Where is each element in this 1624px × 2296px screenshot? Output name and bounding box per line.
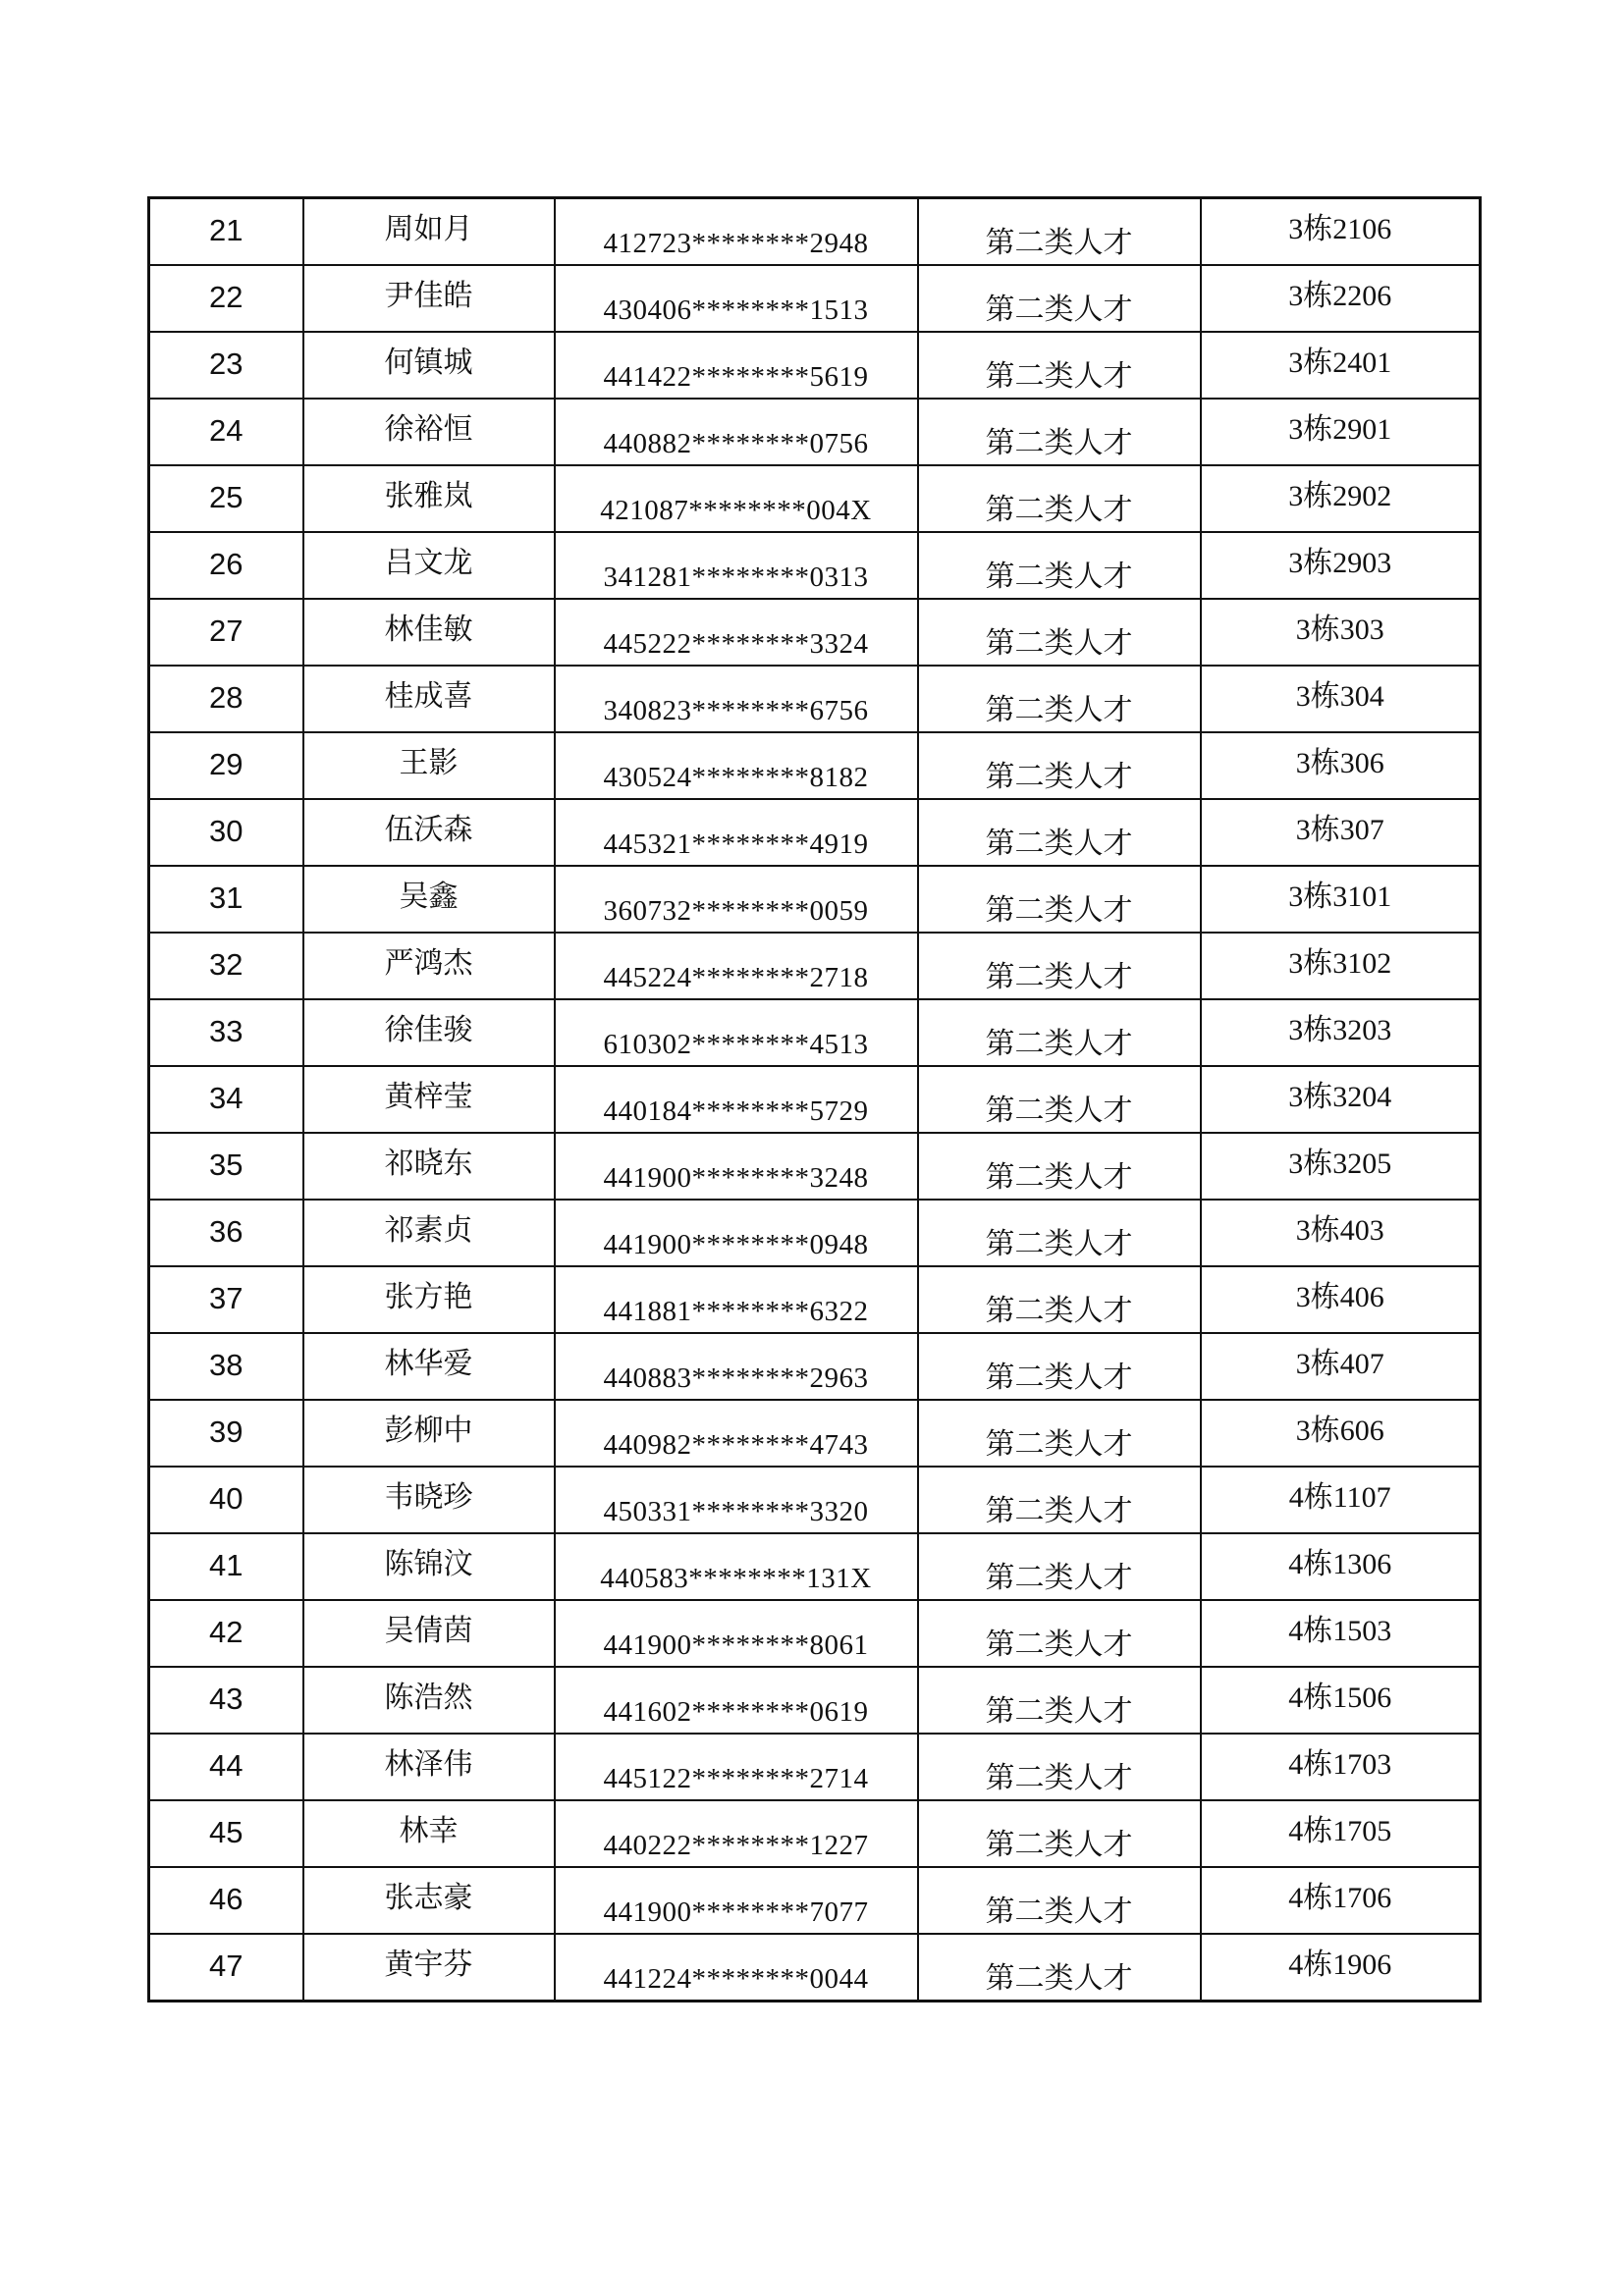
- room-cell-text: 3栋3102: [1288, 947, 1392, 980]
- row-number-cell: [149, 1467, 303, 1533]
- room-cell-text: 3栋3203: [1288, 1014, 1392, 1046]
- id-number-cell-text: 441900********8061: [603, 1629, 869, 1661]
- room-cell: [1201, 465, 1481, 532]
- table-row: [149, 933, 1481, 999]
- table-row: [149, 399, 1481, 465]
- room-cell-text: 4栋1503: [1288, 1615, 1392, 1647]
- room-cell-text: 4栋1703: [1288, 1748, 1392, 1781]
- id-number-cell: [555, 999, 918, 1066]
- id-number-cell-text: 360732********0059: [603, 894, 869, 927]
- room-cell-text: 3栋2401: [1288, 347, 1392, 379]
- room-cell: [1201, 198, 1481, 266]
- id-number-cell-text: 412723********2948: [603, 227, 869, 259]
- room-cell: [1201, 1400, 1481, 1467]
- table-row: [149, 1333, 1481, 1400]
- name-cell-text: 陈浩然: [384, 1681, 473, 1715]
- category-cell-text: 第二类人才: [985, 1895, 1133, 1929]
- table-row: [149, 1266, 1481, 1333]
- category-cell-text: 第二类人才: [985, 1694, 1133, 1729]
- name-cell: [303, 933, 555, 999]
- id-number-cell-text: 445321********4919: [603, 828, 869, 860]
- table-row: [149, 1467, 1481, 1533]
- row-number-cell: [149, 1333, 303, 1400]
- name-cell-text: 祁素贞: [384, 1213, 473, 1248]
- table-row: [149, 1133, 1481, 1200]
- id-number-cell: [555, 1400, 918, 1467]
- id-number-cell: [555, 1467, 918, 1533]
- name-cell: [303, 1734, 555, 1800]
- row-number-cell-text: 21: [209, 212, 244, 247]
- room-cell: [1201, 1734, 1481, 1800]
- row-number-cell: [149, 1600, 303, 1667]
- room-cell: [1201, 265, 1481, 332]
- row-number-cell-text: 42: [209, 1614, 244, 1649]
- id-number-cell-text: 440882********0756: [603, 427, 869, 459]
- name-cell-text: 黄宇芬: [384, 1948, 473, 1982]
- row-number-cell-text: 32: [209, 946, 244, 982]
- name-cell: [303, 399, 555, 465]
- category-cell: [918, 1734, 1201, 1800]
- id-number-cell: [555, 866, 918, 933]
- name-cell-text: 韦晓珍: [384, 1480, 473, 1515]
- table-row: [149, 1200, 1481, 1266]
- table-row: [149, 666, 1481, 732]
- room-cell: [1201, 1867, 1481, 1934]
- id-number-cell: [555, 666, 918, 732]
- room-cell-text: 3栋3204: [1288, 1081, 1392, 1113]
- name-cell-text: 张方艳: [384, 1280, 473, 1314]
- table-row: [149, 1800, 1481, 1867]
- id-number-cell: [555, 799, 918, 866]
- category-cell: [918, 1066, 1201, 1133]
- room-cell: [1201, 1934, 1481, 2002]
- name-cell-text: 祁晓东: [384, 1147, 473, 1181]
- name-cell: [303, 198, 555, 266]
- name-cell: [303, 1867, 555, 1934]
- row-number-cell: [149, 1133, 303, 1200]
- table-row: [149, 1867, 1481, 1934]
- category-cell: [918, 1266, 1201, 1333]
- category-cell-text: 第二类人才: [985, 1761, 1133, 1795]
- id-number-cell-text: 341281********0313: [603, 561, 869, 593]
- room-cell-text: 3栋307: [1295, 814, 1384, 846]
- row-number-cell: [149, 1867, 303, 1934]
- row-number-cell-text: 33: [209, 1013, 244, 1048]
- name-cell-text: 吴倩茵: [384, 1614, 473, 1648]
- table-row: [149, 799, 1481, 866]
- id-number-cell: [555, 1667, 918, 1734]
- category-cell: [918, 866, 1201, 933]
- row-number-cell-text: 37: [209, 1280, 244, 1315]
- id-number-cell: [555, 399, 918, 465]
- table-row: [149, 732, 1481, 799]
- id-number-cell: [555, 1333, 918, 1400]
- category-cell: [918, 1333, 1201, 1400]
- id-number-cell: [555, 1734, 918, 1800]
- id-number-cell-text: 440883********2963: [603, 1362, 869, 1394]
- room-cell-text: 3栋606: [1295, 1415, 1384, 1447]
- table-row: [149, 198, 1481, 266]
- table-row: [149, 1600, 1481, 1667]
- room-cell: [1201, 1200, 1481, 1266]
- name-cell: [303, 1400, 555, 1467]
- row-number-cell-text: 25: [209, 479, 244, 514]
- category-cell: [918, 265, 1201, 332]
- table-row: [149, 1934, 1481, 2002]
- name-cell: [303, 999, 555, 1066]
- category-cell-text: 第二类人才: [985, 1427, 1133, 1462]
- id-number-cell-text: 610302********4513: [603, 1028, 869, 1060]
- category-cell-text: 第二类人才: [985, 1294, 1133, 1328]
- row-number-cell: [149, 999, 303, 1066]
- table-row: [149, 1667, 1481, 1734]
- room-cell-text: 3栋3101: [1288, 881, 1392, 913]
- roster-table-body: [149, 198, 1481, 2002]
- name-cell-text: 何镇城: [384, 346, 473, 380]
- name-cell-text: 徐裕恒: [384, 412, 473, 447]
- id-number-cell-text: 340823********6756: [603, 694, 869, 726]
- row-number-cell-text: 22: [209, 279, 244, 314]
- room-cell-text: 4栋1706: [1288, 1882, 1392, 1914]
- room-cell-text: 3栋303: [1295, 614, 1384, 646]
- table-row: [149, 1066, 1481, 1133]
- room-cell-text: 3栋2901: [1288, 413, 1392, 446]
- category-cell-text: 第二类人才: [985, 226, 1133, 260]
- room-cell-text: 3栋403: [1295, 1214, 1384, 1247]
- id-number-cell-text: 440184********5729: [603, 1095, 869, 1127]
- id-number-cell: [555, 1266, 918, 1333]
- row-number-cell: [149, 332, 303, 399]
- name-cell-text: 林佳敏: [384, 613, 473, 647]
- category-cell-text: 第二类人才: [985, 1160, 1133, 1195]
- id-number-cell-text: 445222********3324: [603, 627, 869, 660]
- room-cell: [1201, 933, 1481, 999]
- name-cell-text: 桂成喜: [384, 679, 473, 714]
- id-number-cell: [555, 599, 918, 666]
- row-number-cell-text: 47: [209, 1948, 244, 1983]
- row-number-cell-text: 26: [209, 546, 244, 581]
- category-cell-text: 第二类人才: [985, 359, 1133, 394]
- row-number-cell-text: 44: [209, 1747, 244, 1783]
- id-number-cell: [555, 1533, 918, 1600]
- name-cell: [303, 732, 555, 799]
- id-number-cell: [555, 1800, 918, 1867]
- category-cell-text: 第二类人才: [985, 1227, 1133, 1261]
- id-number-cell: [555, 1200, 918, 1266]
- name-cell: [303, 1266, 555, 1333]
- roster-table: [147, 196, 1482, 2002]
- category-cell: [918, 1400, 1201, 1467]
- table-row: [149, 1734, 1481, 1800]
- row-number-cell-text: 31: [209, 880, 244, 915]
- room-cell-text: 3栋2902: [1288, 480, 1392, 512]
- row-number-cell-text: 29: [209, 746, 244, 781]
- table-row: [149, 465, 1481, 532]
- row-number-cell: [149, 933, 303, 999]
- id-number-cell-text: 441900********0948: [603, 1228, 869, 1260]
- row-number-cell-text: 40: [209, 1480, 244, 1516]
- room-cell: [1201, 1333, 1481, 1400]
- row-number-cell: [149, 532, 303, 599]
- room-cell: [1201, 1266, 1481, 1333]
- id-number-cell: [555, 532, 918, 599]
- category-cell-text: 第二类人才: [985, 560, 1133, 594]
- row-number-cell-text: 46: [209, 1881, 244, 1916]
- id-number-cell: [555, 1934, 918, 2002]
- name-cell: [303, 265, 555, 332]
- room-cell-text: 4栋1705: [1288, 1815, 1392, 1847]
- id-number-cell-text: 445122********2714: [603, 1762, 869, 1794]
- category-cell: [918, 198, 1201, 266]
- category-cell: [918, 1867, 1201, 1934]
- category-cell-text: 第二类人才: [985, 426, 1133, 460]
- name-cell-text: 林华爱: [384, 1347, 473, 1381]
- name-cell: [303, 1333, 555, 1400]
- room-cell: [1201, 1066, 1481, 1133]
- room-cell: [1201, 599, 1481, 666]
- id-number-cell: [555, 1066, 918, 1133]
- row-number-cell: [149, 799, 303, 866]
- id-number-cell: [555, 265, 918, 332]
- category-cell-text: 第二类人才: [985, 1494, 1133, 1528]
- table-row: [149, 1533, 1481, 1600]
- id-number-cell-text: 440222********1227: [603, 1829, 869, 1861]
- room-cell-text: 4栋1306: [1288, 1548, 1392, 1580]
- id-number-cell: [555, 1867, 918, 1934]
- room-cell-text: 3栋2106: [1288, 213, 1392, 245]
- room-cell-text: 3栋2206: [1288, 280, 1392, 312]
- room-cell: [1201, 332, 1481, 399]
- room-cell-text: 3栋407: [1295, 1348, 1384, 1380]
- id-number-cell-text: 441602********0619: [603, 1695, 869, 1728]
- id-number-cell-text: 440982********4743: [603, 1428, 869, 1461]
- category-cell: [918, 999, 1201, 1066]
- name-cell-text: 黄梓莹: [384, 1080, 473, 1114]
- category-cell: [918, 1533, 1201, 1600]
- category-cell: [918, 732, 1201, 799]
- category-cell: [918, 799, 1201, 866]
- id-number-cell: [555, 732, 918, 799]
- name-cell: [303, 1467, 555, 1533]
- room-cell-text: 3栋306: [1295, 747, 1384, 779]
- category-cell-text: 第二类人才: [985, 1561, 1133, 1595]
- category-cell-text: 第二类人才: [985, 493, 1133, 527]
- room-cell: [1201, 866, 1481, 933]
- id-number-cell: [555, 198, 918, 266]
- id-number-cell-text: 441900********3248: [603, 1161, 869, 1194]
- category-cell: [918, 332, 1201, 399]
- category-cell: [918, 599, 1201, 666]
- row-number-cell: [149, 1400, 303, 1467]
- name-cell: [303, 1667, 555, 1734]
- id-number-cell: [555, 332, 918, 399]
- category-cell: [918, 465, 1201, 532]
- id-number-cell-text: 421087********004X: [600, 494, 872, 526]
- room-cell: [1201, 1533, 1481, 1600]
- row-number-cell-text: 34: [209, 1080, 244, 1115]
- room-cell-text: 3栋2903: [1288, 547, 1392, 579]
- room-cell: [1201, 532, 1481, 599]
- row-number-cell: [149, 866, 303, 933]
- id-number-cell-text: 441422********5619: [603, 360, 869, 393]
- name-cell-text: 吕文龙: [384, 546, 473, 580]
- row-number-cell: [149, 465, 303, 532]
- name-cell: [303, 332, 555, 399]
- id-number-cell-text: 450331********3320: [603, 1495, 869, 1527]
- category-cell-text: 第二类人才: [985, 827, 1133, 861]
- table-row: [149, 999, 1481, 1066]
- id-number-cell: [555, 1133, 918, 1200]
- room-cell: [1201, 732, 1481, 799]
- id-number-cell-text: 430406********1513: [603, 294, 869, 326]
- room-cell: [1201, 999, 1481, 1066]
- room-cell: [1201, 1667, 1481, 1734]
- row-number-cell-text: 28: [209, 679, 244, 715]
- category-cell: [918, 1600, 1201, 1667]
- category-cell-text: 第二类人才: [985, 893, 1133, 928]
- category-cell-text: 第二类人才: [985, 1027, 1133, 1061]
- name-cell: [303, 532, 555, 599]
- room-cell: [1201, 1800, 1481, 1867]
- room-cell: [1201, 399, 1481, 465]
- row-number-cell-text: 24: [209, 412, 244, 448]
- room-cell-text: 3栋3205: [1288, 1148, 1392, 1180]
- category-cell-text: 第二类人才: [985, 1828, 1133, 1862]
- name-cell-text: 张雅岚: [384, 479, 473, 513]
- category-cell: [918, 399, 1201, 465]
- row-number-cell-text: 35: [209, 1147, 244, 1182]
- table-row: [149, 866, 1481, 933]
- room-cell: [1201, 1133, 1481, 1200]
- id-number-cell-text: 440583********131X: [600, 1562, 872, 1594]
- name-cell: [303, 1800, 555, 1867]
- row-number-cell-text: 30: [209, 813, 244, 848]
- category-cell: [918, 532, 1201, 599]
- id-number-cell-text: 430524********8182: [603, 761, 869, 793]
- category-cell-text: 第二类人才: [985, 293, 1133, 327]
- room-cell: [1201, 1467, 1481, 1533]
- category-cell: [918, 1667, 1201, 1734]
- row-number-cell: [149, 399, 303, 465]
- row-number-cell-text: 36: [209, 1213, 244, 1249]
- category-cell: [918, 1133, 1201, 1200]
- category-cell-text: 第二类人才: [985, 1628, 1133, 1662]
- id-number-cell: [555, 465, 918, 532]
- category-cell: [918, 1800, 1201, 1867]
- category-cell: [918, 933, 1201, 999]
- name-cell: [303, 1934, 555, 2002]
- name-cell-text: 尹佳皓: [384, 279, 473, 313]
- name-cell: [303, 1533, 555, 1600]
- name-cell-text: 吴鑫: [399, 880, 459, 914]
- name-cell-text: 周如月: [384, 212, 473, 246]
- name-cell-text: 王影: [399, 746, 459, 780]
- row-number-cell: [149, 1800, 303, 1867]
- category-cell-text: 第二类人才: [985, 760, 1133, 794]
- name-cell: [303, 666, 555, 732]
- name-cell-text: 林泽伟: [384, 1747, 473, 1782]
- row-number-cell: [149, 1200, 303, 1266]
- row-number-cell-text: 23: [209, 346, 244, 381]
- row-number-cell-text: 43: [209, 1681, 244, 1716]
- room-cell-text: 4栋1107: [1288, 1481, 1391, 1514]
- row-number-cell: [149, 1266, 303, 1333]
- table-row: [149, 332, 1481, 399]
- id-number-cell-text: 441900********7077: [603, 1896, 869, 1928]
- category-cell-text: 第二类人才: [985, 1094, 1133, 1128]
- category-cell: [918, 1934, 1201, 2002]
- id-number-cell-text: 441224********0044: [603, 1962, 869, 1995]
- id-number-cell: [555, 933, 918, 999]
- name-cell: [303, 866, 555, 933]
- name-cell: [303, 1600, 555, 1667]
- row-number-cell-text: 45: [209, 1814, 244, 1849]
- name-cell-text: 张志豪: [384, 1881, 473, 1915]
- row-number-cell: [149, 599, 303, 666]
- category-cell: [918, 1200, 1201, 1266]
- row-number-cell-text: 41: [209, 1547, 244, 1582]
- category-cell: [918, 666, 1201, 732]
- row-number-cell: [149, 1533, 303, 1600]
- row-number-cell: [149, 1934, 303, 2002]
- name-cell-text: 林幸: [399, 1814, 459, 1848]
- category-cell-text: 第二类人才: [985, 960, 1133, 994]
- name-cell-text: 伍沃森: [384, 813, 473, 847]
- name-cell-text: 严鸿杰: [384, 946, 473, 981]
- row-number-cell-text: 39: [209, 1414, 244, 1449]
- category-cell-text: 第二类人才: [985, 1361, 1133, 1395]
- table-row: [149, 532, 1481, 599]
- name-cell: [303, 799, 555, 866]
- row-number-cell: [149, 265, 303, 332]
- id-number-cell-text: 445224********2718: [603, 961, 869, 993]
- row-number-cell-text: 38: [209, 1347, 244, 1382]
- room-cell-text: 4栋1506: [1288, 1682, 1392, 1714]
- table-row: [149, 1400, 1481, 1467]
- room-cell-text: 4栋1906: [1288, 1949, 1392, 1981]
- row-number-cell: [149, 732, 303, 799]
- category-cell-text: 第二类人才: [985, 1961, 1133, 1996]
- row-number-cell: [149, 198, 303, 266]
- name-cell: [303, 1200, 555, 1266]
- room-cell-text: 3栋406: [1295, 1281, 1384, 1313]
- name-cell-text: 彭柳中: [384, 1414, 473, 1448]
- row-number-cell-text: 27: [209, 613, 244, 648]
- name-cell: [303, 465, 555, 532]
- name-cell-text: 徐佳骏: [384, 1013, 473, 1047]
- room-cell-text: 3栋304: [1295, 680, 1384, 713]
- category-cell-text: 第二类人才: [985, 626, 1133, 661]
- category-cell-text: 第二类人才: [985, 693, 1133, 727]
- table-row: [149, 265, 1481, 332]
- table-row: [149, 599, 1481, 666]
- name-cell-text: 陈锦汶: [384, 1547, 473, 1581]
- row-number-cell: [149, 666, 303, 732]
- room-cell: [1201, 799, 1481, 866]
- name-cell: [303, 1133, 555, 1200]
- row-number-cell: [149, 1734, 303, 1800]
- category-cell: [918, 1467, 1201, 1533]
- id-number-cell: [555, 1600, 918, 1667]
- name-cell: [303, 599, 555, 666]
- room-cell: [1201, 666, 1481, 732]
- row-number-cell: [149, 1667, 303, 1734]
- name-cell: [303, 1066, 555, 1133]
- id-number-cell-text: 441881********6322: [603, 1295, 869, 1327]
- room-cell: [1201, 1600, 1481, 1667]
- row-number-cell: [149, 1066, 303, 1133]
